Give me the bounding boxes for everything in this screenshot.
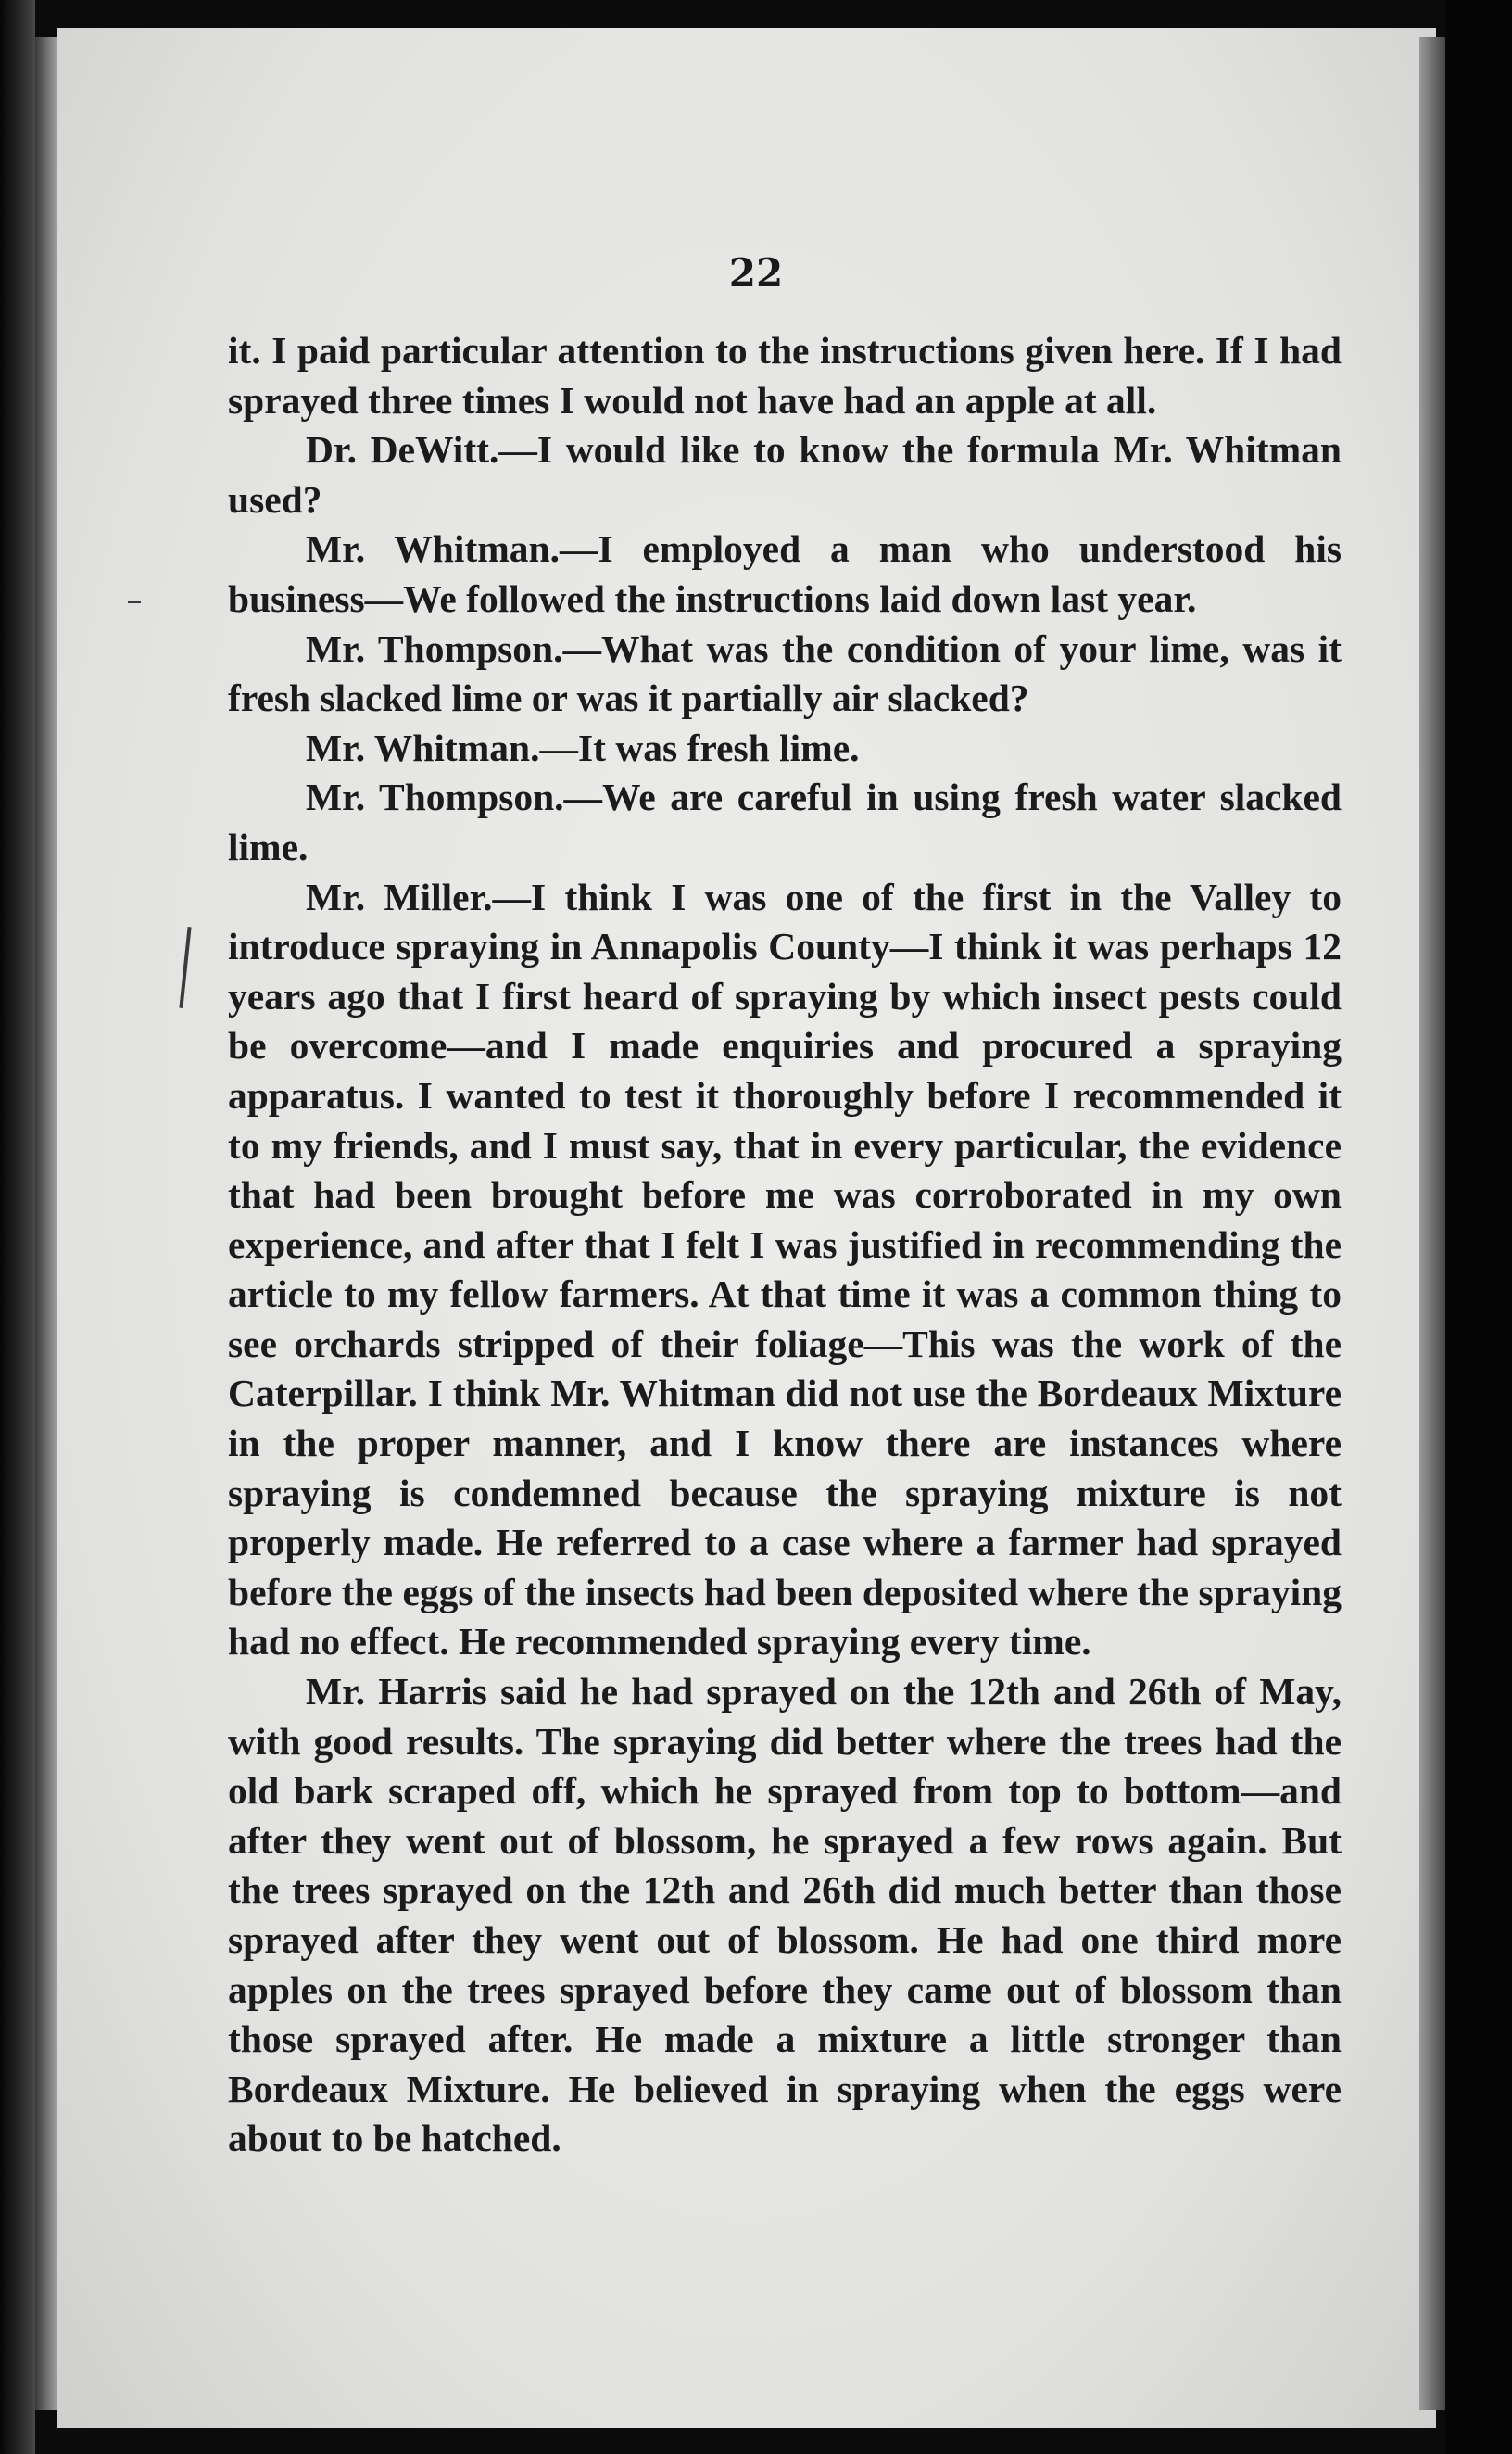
paragraph: Dr. DeWitt.—I would like to know the formula Mr. Whitman used?: [228, 428, 1342, 521]
book-binding-edge: [0, 0, 35, 2454]
paragraph: it. I paid particular attention to the instructions given here. If I had sprayed three times I would not have had an apple at all.: [228, 329, 1342, 422]
scan-border-right: [1445, 0, 1512, 2454]
margin-dash: [128, 601, 141, 603]
paragraph: Mr. Whitman.—It was fresh lime.: [306, 726, 860, 769]
paragraph: Mr. Thompson.—We are careful in using fresh water slacked lime.: [228, 776, 1342, 868]
paragraph: Mr. Miller.—I think I was one of the first in the Valley to introduce spraying in Annapolis County—I think it was perhaps 12 years ago that I first heard of spraying by which insect pests could be overcome—and I made enquiries and procured a spraying apparatus. I wanted to test it thoroughly before I recommended it to my friends, and I must say, that in every particular, the evidence that had been brought before me was corroborated in my own experience, and after that I felt I was justified in recommending the article to my fellow farmers. At that time it was a common thing to see orchards stripped of their foliage—This was the work of the Caterpillar. I think Mr. Whitman did not use the Bordeaux Mixture in the proper manner, and I know there are instances where spraying is condemned because the spraying mixture is not properly made. He referred to a case where a farmer had sprayed before the eggs of the insects had been deposited where the spraying had no effect. He recommended spraying every time.: [228, 875, 1342, 1663]
page-number: 22: [728, 250, 784, 296]
paragraph: Mr. Harris said he had sprayed on the 12th and 26th of May, with good results. The spraying did better where the trees had the old bark scraped off, which he sprayed from top to bottom—and after they went out of blossom, he sprayed a few rows again. But the trees sprayed on the 12th and 26th did much better than those sprayed after they went out of blossom. He had one third more apples on the trees sprayed before they came out of blossom than those sprayed after. He made a mixture a little stronger than Bordeaux Mixture. He believed in spraying when the eggs were about to be hatched.: [228, 1670, 1342, 2160]
paragraph: Mr. Whitman.—I employed a man who understood his business—We followed the instructions laid down last year.: [228, 527, 1342, 620]
body-text: [228, 326, 1342, 2164]
paragraph: Mr. Thompson.—What was the condition of your lime, was it fresh slacked lime or was it partially air slacked?: [228, 626, 1342, 720]
